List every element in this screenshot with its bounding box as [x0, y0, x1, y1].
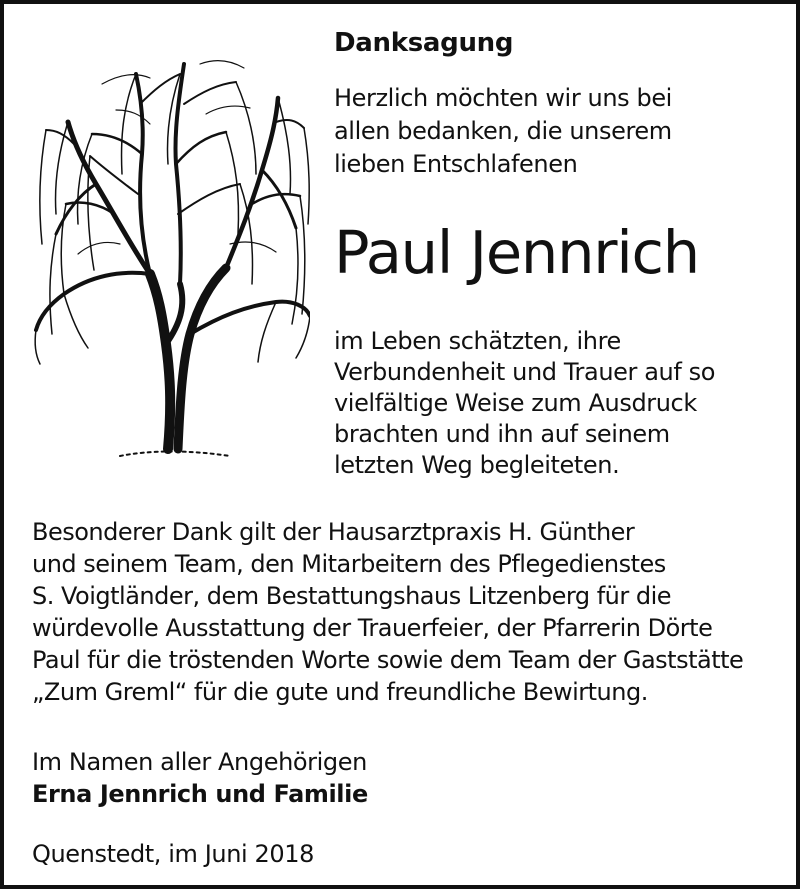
after-line: brachten und ihn auf seinem	[334, 420, 670, 448]
special-thanks-line: Paul für die tröstenden Worte sowie dem Team der Gaststätte	[32, 646, 744, 674]
after-line: im Leben schätzten, ihre	[334, 327, 621, 355]
signature-block	[32, 746, 368, 810]
notice-heading: Danksagung	[334, 28, 514, 58]
after-line: letzten Weg begleiteten.	[334, 451, 620, 479]
special-thanks-line: und seinem Team, den Mitarbeitern des Pflegedienstes	[32, 550, 666, 578]
weeping-tree-icon	[30, 44, 310, 464]
intro-line: allen bedanken, die unserem	[334, 117, 672, 145]
special-thanks-text	[32, 516, 792, 708]
after-line: Verbundenheit und Trauer auf so	[334, 358, 715, 386]
special-thanks-line: „Zum Greml“ für die gute und freundliche Bewirtung.	[32, 678, 648, 706]
place-date: Quenstedt, im Juni 2018	[32, 840, 315, 868]
special-thanks-line: Besonderer Dank gilt der Hausarztpraxis H. Günther	[32, 518, 635, 546]
intro-line: Herzlich möchten wir uns bei	[334, 84, 672, 112]
family-name: Erna Jennrich und Familie	[32, 780, 368, 808]
after-line: vielfältige Weise zum Ausdruck	[334, 389, 697, 417]
intro-text	[334, 82, 754, 181]
deceased-name: Paul Jennrich	[334, 218, 699, 287]
intro-line: lieben Entschlafenen	[334, 150, 578, 178]
after-text	[334, 326, 784, 481]
on-behalf-text: Im Namen aller Angehörigen	[32, 748, 367, 776]
special-thanks-line: würdevolle Ausstattung der Trauerfeier, der Pfarrerin Dörte	[32, 614, 713, 642]
special-thanks-line: S. Voigtländer, dem Bestattungshaus Litzenberg für die	[32, 582, 672, 610]
